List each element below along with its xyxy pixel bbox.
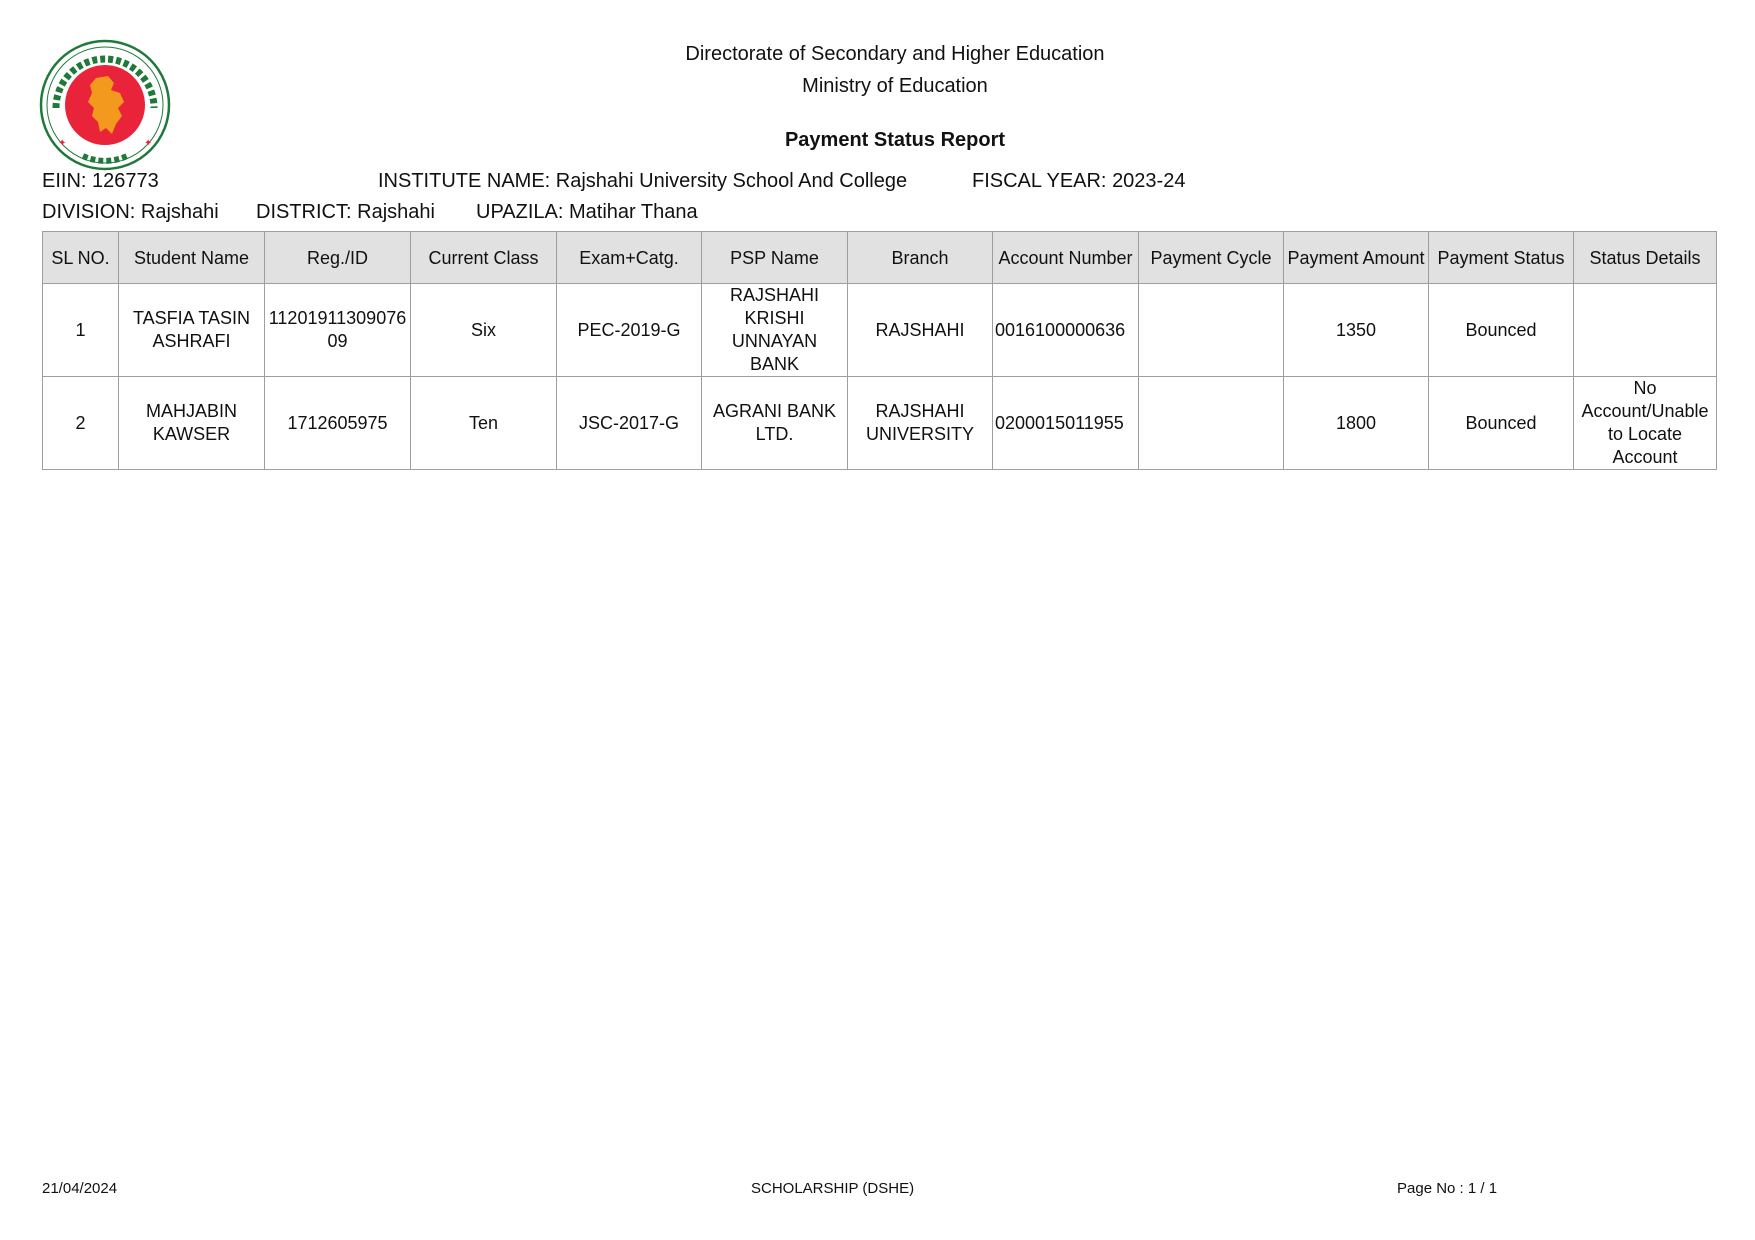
column-header: Student Name [119,232,265,284]
payment-cycle-cell [1139,377,1284,470]
status-details-cell: No Account/Unable to Locate Account [1574,377,1717,470]
branch-cell: RAJSHAHI [848,284,993,377]
division-label: DIVISION: [42,201,136,223]
status-details-cell [1574,284,1717,377]
footer-page-number [1397,1180,1497,1197]
institute-label: INSTITUTE NAME: [378,170,551,192]
reg-id-cell: 1120191130907609 [265,284,411,377]
column-header: Payment Status [1429,232,1574,284]
eiin-info [42,170,159,193]
payment-amount-cell: 1350 [1284,284,1429,377]
table-header-row [43,232,1717,284]
exam-catg-cell: PEC-2019-G [557,284,702,377]
eiin-value: 126773 [92,170,159,192]
psp-name-cell: AGRANI BANK LTD. [702,377,848,470]
column-header: Status Details [1574,232,1717,284]
upazila-value: Matihar Thana [569,201,698,223]
table-row [43,284,1717,377]
exam-catg-cell: JSC-2017-G [557,377,702,470]
column-header: Account Number [993,232,1139,284]
footer-date: 21/04/2024 [42,1180,118,1197]
column-header: Payment Cycle [1139,232,1284,284]
upazila-label: UPAZILA: [476,201,564,223]
current-class-cell: Six [411,284,557,377]
sl-cell: 1 [43,284,119,377]
ministry-heading: Ministry of Education [802,75,988,97]
payment-status-cell: Bounced [1429,284,1574,377]
payment-amount-cell: 1800 [1284,377,1429,470]
upazila-info [476,201,698,224]
payment-status-cell: Bounced [1429,377,1574,470]
district-label: DISTRICT: [256,201,352,223]
column-header: Payment Amount [1284,232,1429,284]
svg-text:✦: ✦ [144,138,153,149]
column-header: SL NO. [43,232,119,284]
division-value: Rajshahi [140,201,219,223]
student-name-cell: MAHJABIN KAWSER [119,377,265,470]
payment-status-table [42,231,1717,470]
column-header: Current Class [411,232,557,284]
psp-name-cell: RAJSHAHI KRISHI UNNAYAN BANK [702,284,848,377]
page-label: Page No : [1397,1180,1464,1197]
institute-info [378,170,907,193]
eiin-label: EIIN: [42,170,87,192]
directorate-heading: Directorate of Secondary and Higher Education [685,43,1105,65]
district-info [256,201,435,224]
column-header: Exam+Catg. [557,232,702,284]
current-class-cell: Ten [411,377,557,470]
fiscal-year-label: FISCAL YEAR: [972,170,1107,192]
account-number-cell: 0200015011955 [993,377,1139,470]
sl-cell: 2 [43,377,119,470]
fiscal-year-info [972,170,1185,193]
student-name-cell: TASFIA TASIN ASHRAFI [119,284,265,377]
division-info [42,201,219,224]
svg-text:✦: ✦ [58,138,67,149]
account-number-cell: 0016100000636 [993,284,1139,377]
reg-id-cell: 1712605975 [265,377,411,470]
column-header: Reg./ID [265,232,411,284]
institute-value: Rajshahi University School And College [555,170,908,192]
table-row [43,377,1717,470]
page-value: 1 / 1 [1467,1180,1498,1197]
footer-program: SCHOLARSHIP (DSHE) [751,1180,915,1197]
column-header: Branch [848,232,993,284]
fiscal-year-value: 2023-24 [1112,170,1186,192]
district-value: Rajshahi [357,201,435,223]
payment-cycle-cell [1139,284,1284,377]
column-header: PSP Name [702,232,848,284]
branch-cell: RAJSHAHI UNIVERSITY [848,377,993,470]
report-title: Payment Status Report [784,129,1006,151]
